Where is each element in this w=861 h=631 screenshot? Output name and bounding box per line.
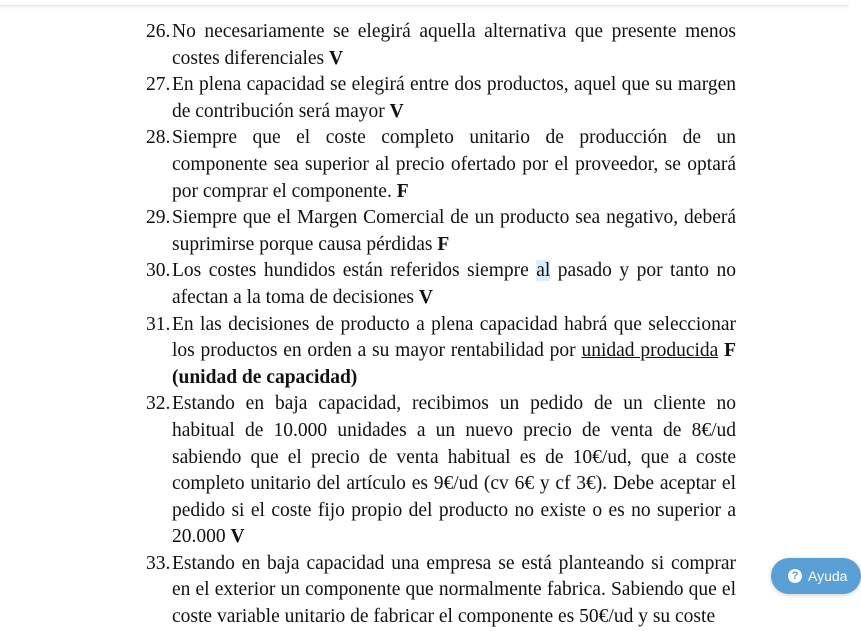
verdict: F (unidad de capacidad) <box>172 340 737 388</box>
item-number: 29. <box>146 207 171 229</box>
statement-32 <box>146 391 736 551</box>
verdict: F <box>437 233 450 255</box>
statement-text: Estando en baja capacidad, recibimos un pedido de un cliente no habitual de 10.000 unidades a un nuevo precio de venta de 8€/ud sabiendo que el precio de venta habitual es de 10€/ud, que a coste completo unitario del artículo es 9€/ud (cv 6€ y cf 3€). Debe aceptar el pedido si el coste fijo propio del producto no existe o es no superior a 20.000 <box>172 393 736 548</box>
statement-text: Siempre que el coste completo unitario de producción de un componente sea superior al precio ofertado por el proveedor, se optará por comprar el componente. <box>172 127 736 202</box>
verdict: V <box>230 526 245 548</box>
verdict: V <box>329 47 344 69</box>
item-number: 28. <box>146 127 171 149</box>
statement-text: No necesariamente se elegirá aquella alternativa que presente menos costes diferenciales <box>172 21 736 69</box>
item-number: 33. <box>146 552 171 574</box>
statement-31 <box>146 312 736 392</box>
question-circle-icon: ? <box>788 569 802 583</box>
statement-text: Estando en baja capacidad una empresa se está planteando si comprar en el exterior un componente que normalmente fabrica. Sabiendo que el coste variable unitario de fabricar el componente es 50€/ud y su coste <box>172 552 736 628</box>
item-number: 27. <box>146 74 171 96</box>
statement-text: En las decisiones de producto a plena capacidad habrá que seleccionar los productos en orden a su mayor rentabilidad por <box>172 313 736 362</box>
item-number: 30. <box>146 260 171 282</box>
help-button[interactable] <box>771 558 861 594</box>
statement-28 <box>146 125 736 205</box>
statement-text: En plena capacidad se elegirá entre dos productos, aquel que su margen de contribución será mayor <box>172 74 736 122</box>
statement-text: Siempre que el Margen Comercial de un producto sea negativo, deberá suprimirse porque causa pérdidas <box>172 207 736 255</box>
statement-text-continued: pasado y por tanto no afectan a la toma de decisiones <box>172 260 736 308</box>
statement-29 <box>146 205 736 258</box>
top-toolbar-edge <box>0 0 848 6</box>
verdict: F <box>396 180 409 202</box>
underlined-term: unidad producida <box>581 340 719 362</box>
item-number: 31. <box>146 313 171 335</box>
statement-26 <box>146 19 736 72</box>
statement-33 <box>146 551 736 631</box>
item-number: 32. <box>146 393 171 415</box>
statement-27 <box>146 72 736 125</box>
statement-text: Los costes hundidos están referidos siempre <box>172 260 537 282</box>
statement-30 <box>146 258 736 311</box>
help-label: Ayuda <box>808 568 848 584</box>
verdict: V <box>389 100 404 122</box>
text-selection-highlight: al <box>536 260 551 282</box>
document-page <box>146 19 736 631</box>
verdict: V <box>418 286 433 308</box>
item-number: 26. <box>146 21 171 42</box>
